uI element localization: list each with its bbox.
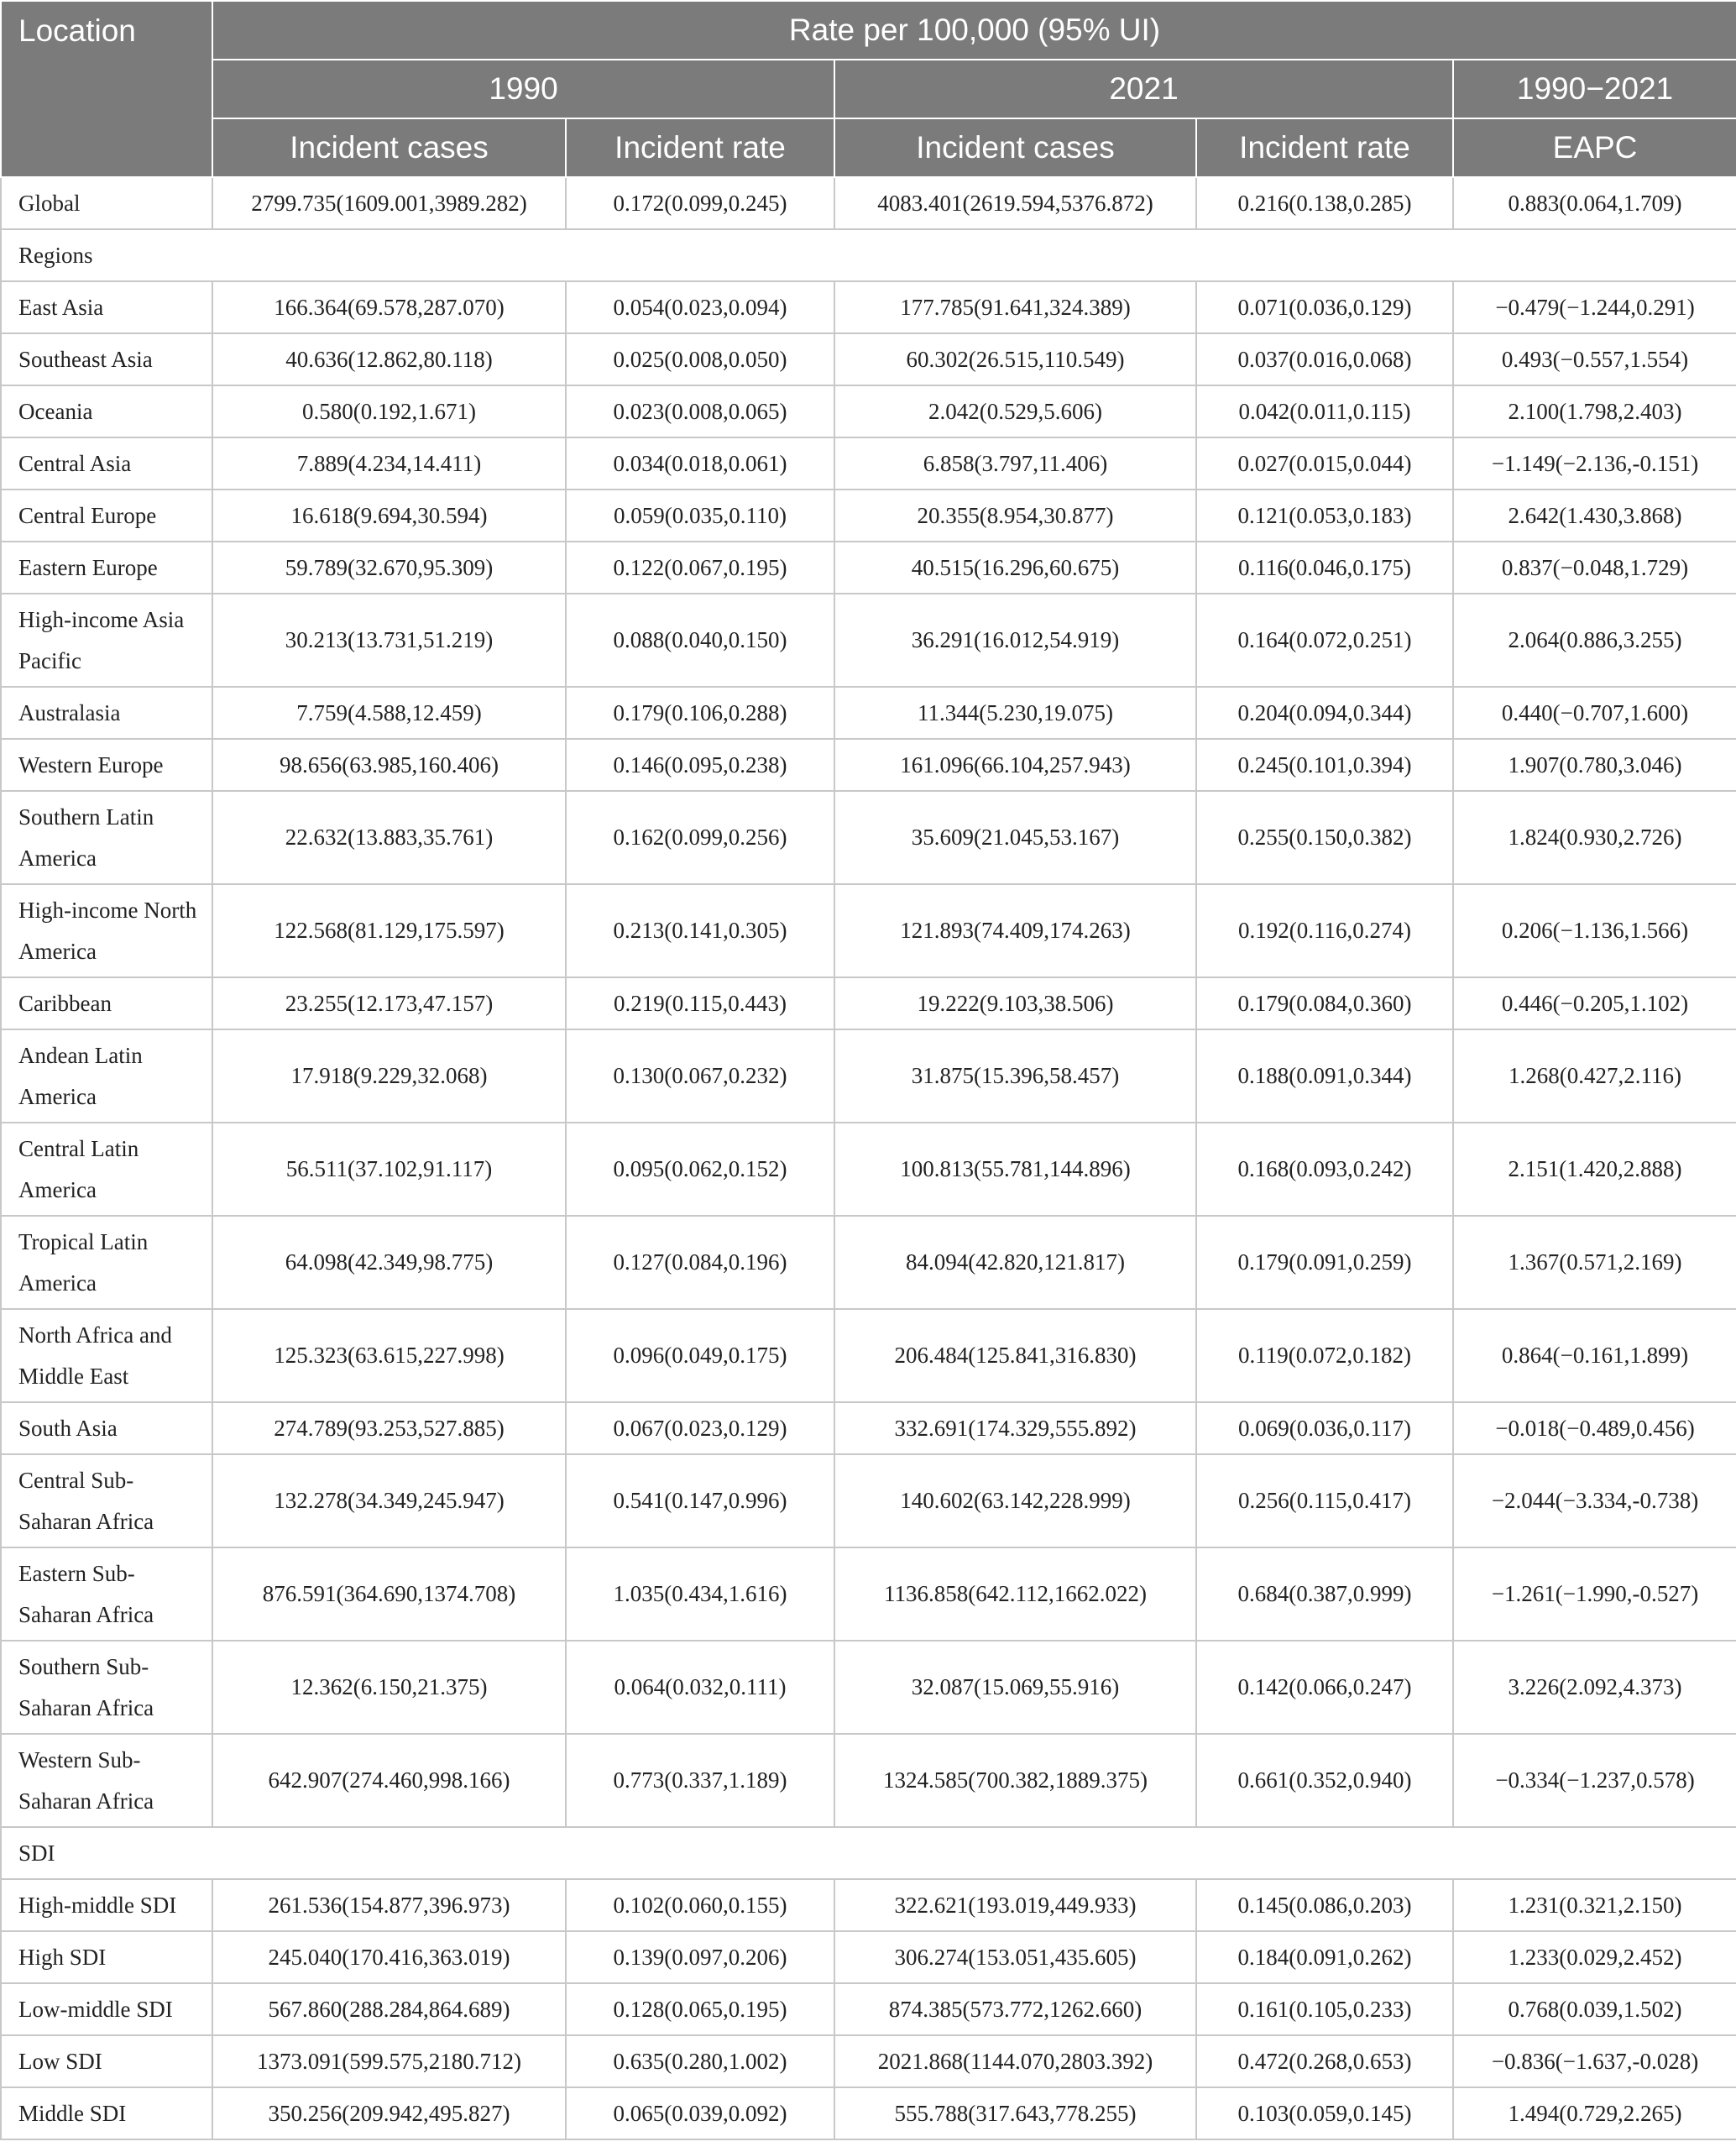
eapc-cell: 0.864(−0.161,1.899) <box>1453 1309 1736 1402</box>
incident-cases-2021-cell: 2.042(0.529,5.606) <box>834 385 1196 437</box>
incident-cases-2021-cell: 140.602(63.142,228.999) <box>834 1454 1196 1547</box>
incident-cases-2021-cell: 161.096(66.104,257.943) <box>834 739 1196 791</box>
incident-rate-2021-cell: 0.071(0.036,0.129) <box>1196 281 1453 333</box>
eapc-cell: 3.226(2.092,4.373) <box>1453 1641 1736 1734</box>
incident-rate-1990-cell: 0.102(0.060,0.155) <box>566 1879 834 1931</box>
eapc-cell: −0.334(−1.237,0.578) <box>1453 1734 1736 1827</box>
eapc-cell: 0.837(−0.048,1.729) <box>1453 542 1736 594</box>
table-row <box>1 1734 1736 1827</box>
eapc-cell: −1.261(−1.990,-0.527) <box>1453 1547 1736 1641</box>
incident-rate-1990-cell: 0.127(0.084,0.196) <box>566 1216 834 1309</box>
eapc-cell: 1.231(0.321,2.150) <box>1453 1879 1736 1931</box>
incident-rate-2021-cell: 0.684(0.387,0.999) <box>1196 1547 1453 1641</box>
incident-rate-2021-cell: 0.245(0.101,0.394) <box>1196 739 1453 791</box>
incident-cases-1990-cell: 7.889(4.234,14.411) <box>212 437 566 490</box>
location-cell: Andean Latin America <box>1 1029 212 1123</box>
table-row <box>1 884 1736 977</box>
period-header: 1990−2021 <box>1453 60 1736 118</box>
incident-rate-2021-cell: 0.027(0.015,0.044) <box>1196 437 1453 490</box>
incident-cases-1990-cell: 7.759(4.588,12.459) <box>212 687 566 739</box>
location-cell: High-middle SDI <box>1 1879 212 1931</box>
location-cell: Southeast Asia <box>1 333 212 385</box>
incident-cases-1990-cell: 59.789(32.670,95.309) <box>212 542 566 594</box>
incident-rate-2021-cell: 0.164(0.072,0.251) <box>1196 594 1453 687</box>
incident-cases-1990-cell: 0.580(0.192,1.671) <box>212 385 566 437</box>
table-row <box>1 542 1736 594</box>
incident-cases-1990-cell: 16.618(9.694,30.594) <box>212 490 566 542</box>
incident-cases-1990-cell: 30.213(13.731,51.219) <box>212 594 566 687</box>
eapc-cell: 2.151(1.420,2.888) <box>1453 1123 1736 1216</box>
eapc-cell: 0.440(−0.707,1.600) <box>1453 687 1736 739</box>
eapc-cell: 0.206(−1.136,1.566) <box>1453 884 1736 977</box>
table-row <box>1 977 1736 1029</box>
location-cell: South Asia <box>1 1402 212 1454</box>
table-row <box>1 1641 1736 1734</box>
incident-cases-2021-cell: 20.355(8.954,30.877) <box>834 490 1196 542</box>
incident-cases-1990-cell: 166.364(69.578,287.070) <box>212 281 566 333</box>
table-row <box>1 1454 1736 1547</box>
incident-cases-1990-cell: 567.860(288.284,864.689) <box>212 1983 566 2035</box>
incident-rate-1990-cell: 0.172(0.099,0.245) <box>566 177 834 229</box>
location-cell: Southern Latin America <box>1 791 212 884</box>
location-cell: Southern Sub-Saharan Africa <box>1 1641 212 1734</box>
incident-rate-1990-cell: 0.096(0.049,0.175) <box>566 1309 834 1402</box>
incident-rate-2021-cell: 0.184(0.091,0.262) <box>1196 1931 1453 1983</box>
incident-cases-1990-cell: 98.656(63.985,160.406) <box>212 739 566 791</box>
table-row <box>1 177 1736 229</box>
incident-rate-2021-cell: 0.168(0.093,0.242) <box>1196 1123 1453 1216</box>
year-2021-header: 2021 <box>834 60 1453 118</box>
incident-cases-2021-cell: 206.484(125.841,316.830) <box>834 1309 1196 1402</box>
location-cell: Western Sub-Saharan Africa <box>1 1734 212 1827</box>
incident-rate-2021-cell: 0.256(0.115,0.417) <box>1196 1454 1453 1547</box>
incident-cases-2021-cell: 332.691(174.329,555.892) <box>834 1402 1196 1454</box>
incident-cases-1990-cell: 274.789(93.253,527.885) <box>212 1402 566 1454</box>
eapc-cell: 2.100(1.798,2.403) <box>1453 385 1736 437</box>
location-cell: Western Europe <box>1 739 212 791</box>
eapc-cell: 0.883(0.064,1.709) <box>1453 177 1736 229</box>
incident-cases-2021-cell: 1324.585(700.382,1889.375) <box>834 1734 1196 1827</box>
eapc-cell: 1.494(0.729,2.265) <box>1453 2087 1736 2139</box>
incident-cases-2021-cell: 4083.401(2619.594,5376.872) <box>834 177 1196 229</box>
incident-cases-2021-cell: 1136.858(642.112,1662.022) <box>834 1547 1196 1641</box>
table-row <box>1 1309 1736 1402</box>
incident-rate-2021-cell: 0.255(0.150,0.382) <box>1196 791 1453 884</box>
incident-rate-2021-cell: 0.216(0.138,0.285) <box>1196 177 1453 229</box>
incident-cases-1990-cell: 40.636(12.862,80.118) <box>212 333 566 385</box>
location-header: Location <box>1 1 212 177</box>
incident-rate-2021-cell: 0.119(0.072,0.182) <box>1196 1309 1453 1402</box>
incident-rate-2021-cell: 0.179(0.084,0.360) <box>1196 977 1453 1029</box>
location-cell: Central Sub-Saharan Africa <box>1 1454 212 1547</box>
incident-rate-2021-cell: 0.204(0.094,0.344) <box>1196 687 1453 739</box>
incident-rate-1990-cell: 0.054(0.023,0.094) <box>566 281 834 333</box>
table-row <box>1 1123 1736 1216</box>
table-row <box>1 1547 1736 1641</box>
location-cell: Low SDI <box>1 2035 212 2087</box>
incident-rate-2021-cell: 0.179(0.091,0.259) <box>1196 1216 1453 1309</box>
location-cell: High-income Asia Pacific <box>1 594 212 687</box>
incident-cases-2021-cell: 32.087(15.069,55.916) <box>834 1641 1196 1734</box>
section-label: SDI <box>1 1827 1736 1879</box>
incident-rate-1990-cell: 1.035(0.434,1.616) <box>566 1547 834 1641</box>
eapc-cell: 0.493(−0.557,1.554) <box>1453 333 1736 385</box>
incident-cases-2021-cell: 40.515(16.296,60.675) <box>834 542 1196 594</box>
table-row <box>1 1931 1736 1983</box>
eapc-cell: 1.367(0.571,2.169) <box>1453 1216 1736 1309</box>
incident-rate-1990-cell: 0.122(0.067,0.195) <box>566 542 834 594</box>
eapc-cell: 2.642(1.430,3.868) <box>1453 490 1736 542</box>
table-header <box>1 1 1736 177</box>
incident-rate-1990-cell: 0.139(0.097,0.206) <box>566 1931 834 1983</box>
location-cell: Oceania <box>1 385 212 437</box>
incident-cases-2021-cell: 874.385(573.772,1262.660) <box>834 1983 1196 2035</box>
incident-rate-2021-cell: 0.116(0.046,0.175) <box>1196 542 1453 594</box>
incident-rate-2021-cell: 0.472(0.268,0.653) <box>1196 2035 1453 2087</box>
eapc-cell: 1.907(0.780,3.046) <box>1453 739 1736 791</box>
location-cell: Australasia <box>1 687 212 739</box>
location-cell: Tropical Latin America <box>1 1216 212 1309</box>
incident-rate-2021-cell: 0.161(0.105,0.233) <box>1196 1983 1453 2035</box>
table-row <box>1 1402 1736 1454</box>
incident-cases-2021-cell: 35.609(21.045,53.167) <box>834 791 1196 884</box>
rate-title-header: Rate per 100,000 (95% UI) <box>212 1 1736 60</box>
location-cell: East Asia <box>1 281 212 333</box>
eapc-cell: −2.044(−3.334,-0.738) <box>1453 1454 1736 1547</box>
eapc-cell: −1.149(−2.136,-0.151) <box>1453 437 1736 490</box>
incident-cases-1990-cell: 64.098(42.349,98.775) <box>212 1216 566 1309</box>
table-row <box>1 1216 1736 1309</box>
incident-rate-2021-cell: 0.145(0.086,0.203) <box>1196 1879 1453 1931</box>
table-body <box>1 177 1736 2139</box>
incident-cases-2021-cell: 36.291(16.012,54.919) <box>834 594 1196 687</box>
location-cell: North Africa and Middle East <box>1 1309 212 1402</box>
location-cell: Central Latin America <box>1 1123 212 1216</box>
incident-rate-2021-cell: 0.661(0.352,0.940) <box>1196 1734 1453 1827</box>
incident-cases-2021-cell: 11.344(5.230,19.075) <box>834 687 1196 739</box>
table-row <box>1 2035 1736 2087</box>
eapc-cell: 0.768(0.039,1.502) <box>1453 1983 1736 2035</box>
incident-rate-1990-cell: 0.059(0.035,0.110) <box>566 490 834 542</box>
incident-rate-1990-cell: 0.025(0.008,0.050) <box>566 333 834 385</box>
incident-rate-2021-cell: 0.069(0.036,0.117) <box>1196 1402 1453 1454</box>
incident-rate-1990-cell: 0.219(0.115,0.443) <box>566 977 834 1029</box>
eapc-cell: 1.824(0.930,2.726) <box>1453 791 1736 884</box>
incident-rate-1990-cell: 0.213(0.141,0.305) <box>566 884 834 977</box>
eapc-cell: −0.479(−1.244,0.291) <box>1453 281 1736 333</box>
incident-rate-2021-cell: 0.192(0.116,0.274) <box>1196 884 1453 977</box>
incident-cases-1990-cell: 2799.735(1609.001,3989.282) <box>212 177 566 229</box>
location-cell: Eastern Sub-Saharan Africa <box>1 1547 212 1641</box>
incident-cases-1990-cell: 642.907(274.460,998.166) <box>212 1734 566 1827</box>
incident-rate-1990-cell: 0.065(0.039,0.092) <box>566 2087 834 2139</box>
incident-rate-1990-cell: 0.088(0.040,0.150) <box>566 594 834 687</box>
eapc-header: EAPC <box>1453 118 1736 177</box>
eapc-cell: 1.268(0.427,2.116) <box>1453 1029 1736 1123</box>
incident-rate-2021-cell: 0.103(0.059,0.145) <box>1196 2087 1453 2139</box>
incident-cases-1990-cell: 245.040(170.416,363.019) <box>212 1931 566 1983</box>
incident-cases-2021-cell: 84.094(42.820,121.817) <box>834 1216 1196 1309</box>
incident-cases-1990-cell: 12.362(6.150,21.375) <box>212 1641 566 1734</box>
incident-rate-1990-cell: 0.541(0.147,0.996) <box>566 1454 834 1547</box>
incident-cases-1990-header: Incident cases <box>212 118 566 177</box>
location-cell: Central Asia <box>1 437 212 490</box>
eapc-cell: −0.018(−0.489,0.456) <box>1453 1402 1736 1454</box>
table-row <box>1 594 1736 687</box>
table-row <box>1 1879 1736 1931</box>
incident-cases-1990-cell: 125.323(63.615,227.998) <box>212 1309 566 1402</box>
incident-rate-1990-cell: 0.064(0.032,0.111) <box>566 1641 834 1734</box>
table-row <box>1 490 1736 542</box>
incident-cases-2021-cell: 555.788(317.643,778.255) <box>834 2087 1196 2139</box>
incident-rate-2021-cell: 0.042(0.011,0.115) <box>1196 385 1453 437</box>
incident-rate-1990-cell: 0.128(0.065,0.195) <box>566 1983 834 2035</box>
incident-rate-1990-cell: 0.067(0.023,0.129) <box>566 1402 834 1454</box>
incident-cases-2021-cell: 6.858(3.797,11.406) <box>834 437 1196 490</box>
table-row <box>1 437 1736 490</box>
incident-rate-1990-cell: 0.034(0.018,0.061) <box>566 437 834 490</box>
eapc-cell: 2.064(0.886,3.255) <box>1453 594 1736 687</box>
incident-rate-2021-cell: 0.188(0.091,0.344) <box>1196 1029 1453 1123</box>
location-cell: Global <box>1 177 212 229</box>
section-row <box>1 1827 1736 1879</box>
incident-cases-1990-cell: 132.278(34.349,245.947) <box>212 1454 566 1547</box>
table-row <box>1 385 1736 437</box>
incident-cases-2021-cell: 121.893(74.409,174.263) <box>834 884 1196 977</box>
incident-cases-1990-cell: 1373.091(599.575,2180.712) <box>212 2035 566 2087</box>
eapc-cell: −0.836(−1.637,-0.028) <box>1453 2035 1736 2087</box>
incident-rate-1990-header: Incident rate <box>566 118 834 177</box>
incident-rate-2021-cell: 0.142(0.066,0.247) <box>1196 1641 1453 1734</box>
incident-rate-1990-cell: 0.179(0.106,0.288) <box>566 687 834 739</box>
table-row <box>1 791 1736 884</box>
table-row <box>1 281 1736 333</box>
table-row <box>1 739 1736 791</box>
incident-rate-1990-cell: 0.130(0.067,0.232) <box>566 1029 834 1123</box>
table-row <box>1 1983 1736 2035</box>
incident-rate-1990-cell: 0.095(0.062,0.152) <box>566 1123 834 1216</box>
incident-cases-2021-header: Incident cases <box>834 118 1196 177</box>
incident-cases-1990-cell: 122.568(81.129,175.597) <box>212 884 566 977</box>
incident-cases-1990-cell: 56.511(37.102,91.117) <box>212 1123 566 1216</box>
incident-cases-2021-cell: 2021.868(1144.070,2803.392) <box>834 2035 1196 2087</box>
incident-rate-1990-cell: 0.023(0.008,0.065) <box>566 385 834 437</box>
incident-rate-1990-cell: 0.162(0.099,0.256) <box>566 791 834 884</box>
table-row <box>1 333 1736 385</box>
table-row <box>1 1029 1736 1123</box>
incident-cases-2021-cell: 306.274(153.051,435.605) <box>834 1931 1196 1983</box>
incident-cases-1990-cell: 22.632(13.883,35.761) <box>212 791 566 884</box>
incident-rate-2021-header: Incident rate <box>1196 118 1453 177</box>
location-cell: Central Europe <box>1 490 212 542</box>
section-label: Regions <box>1 229 1736 281</box>
incident-cases-2021-cell: 31.875(15.396,58.457) <box>834 1029 1196 1123</box>
table-row <box>1 687 1736 739</box>
incident-cases-1990-cell: 876.591(364.690,1374.708) <box>212 1547 566 1641</box>
location-cell: High-income North America <box>1 884 212 977</box>
incident-rate-1990-cell: 0.146(0.095,0.238) <box>566 739 834 791</box>
incident-cases-2021-cell: 322.621(193.019,449.933) <box>834 1879 1196 1931</box>
incident-cases-1990-cell: 261.536(154.877,396.973) <box>212 1879 566 1931</box>
eapc-cell: 0.446(−0.205,1.102) <box>1453 977 1736 1029</box>
section-row <box>1 229 1736 281</box>
eapc-cell: 1.233(0.029,2.452) <box>1453 1931 1736 1983</box>
incident-rate-1990-cell: 0.635(0.280,1.002) <box>566 2035 834 2087</box>
table-row <box>1 2087 1736 2139</box>
location-cell: Caribbean <box>1 977 212 1029</box>
location-cell: High SDI <box>1 1931 212 1983</box>
incident-cases-2021-cell: 177.785(91.641,324.389) <box>834 281 1196 333</box>
incident-cases-1990-cell: 17.918(9.229,32.068) <box>212 1029 566 1123</box>
incident-cases-1990-cell: 23.255(12.173,47.157) <box>212 977 566 1029</box>
incident-cases-1990-cell: 350.256(209.942,495.827) <box>212 2087 566 2139</box>
location-cell: Low-middle SDI <box>1 1983 212 2035</box>
year-1990-header: 1990 <box>212 60 834 118</box>
incident-cases-2021-cell: 100.813(55.781,144.896) <box>834 1123 1196 1216</box>
incident-cases-2021-cell: 19.222(9.103,38.506) <box>834 977 1196 1029</box>
location-cell: Middle SDI <box>1 2087 212 2139</box>
incident-cases-2021-cell: 60.302(26.515,110.549) <box>834 333 1196 385</box>
incident-rate-2021-cell: 0.121(0.053,0.183) <box>1196 490 1453 542</box>
incident-rate-2021-cell: 0.037(0.016,0.068) <box>1196 333 1453 385</box>
location-cell: Eastern Europe <box>1 542 212 594</box>
incident-rate-1990-cell: 0.773(0.337,1.189) <box>566 1734 834 1827</box>
